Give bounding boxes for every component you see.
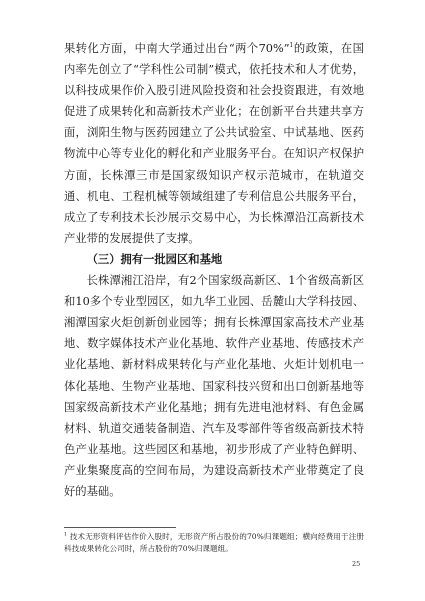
- footnote-divider: [64, 527, 176, 528]
- footnote-reference: 1: [289, 42, 294, 50]
- paragraph-text-part-2: 的政策，在国内率先创立了“学科性公司制”模式，依托技术和人才优势，以科技成果作价入股引进风险投资和社会投资跟进，有效地促进了成果转化和高新技术产业化；在创新平台共建共享方面，浏阳生物与医药园建立了公共试验室、中试基地、医药物流中心等专业化的孵化和产业服务平台。在知识产权保护方面，长株潭三市是国家级知识产权示范城市，在轨道交通、机电、工程机械等领域组建了专利信息公共服务平台，成立了专利技术长沙展示交易中心，为长株潭沿江高新技术产业带的发展提供了支撑。: [64, 42, 364, 245]
- footnote: [64, 531, 364, 555]
- paragraph-text-part-1: 果转化方面，中南大学通过出台“两个70%”: [64, 42, 290, 55]
- footnote-text: 技术无形资料评估作价入股时，无形资产所占股份的70%归课题组；横向经费用于注册科技成果转化公司时，所占股份的70%归课题组。: [64, 532, 364, 553]
- paragraph-parks-and-bases: 长株潭湘江沿岸，有2个国家级高新区、1个省级高新区和10多个专业型园区，如九华工业园、岳麓山大学科技园、湘潭国家火炬创新创业园等；拥有长株潭国家高技术产业基地、数字媒体技术产业化基地、软件产业基地、传感技术产业化基地、新材料成果转化与产业化基地、火炬计划机电一体化基地、生物产业基地、国家科技兴贸和出口创新基地等国家级高新技术产业化基地；拥有先进电池材料、有色金属材料、轨道交通装备制造、汽车及零部件等省级高新技术特色产业基地。这些园区和基地，初步形成了产业特色鲜明、产业集聚度高的空间布局，为建设高新技术产业带奠定了良好的基础。: [64, 274, 364, 498]
- paragraph-results-transformation: [64, 38, 364, 249]
- body-text: [64, 38, 364, 502]
- section-heading: （三）拥有一批园区和基地: [86, 252, 223, 266]
- footnote-marker: 1: [64, 531, 68, 538]
- page-number: 25: [352, 560, 361, 568]
